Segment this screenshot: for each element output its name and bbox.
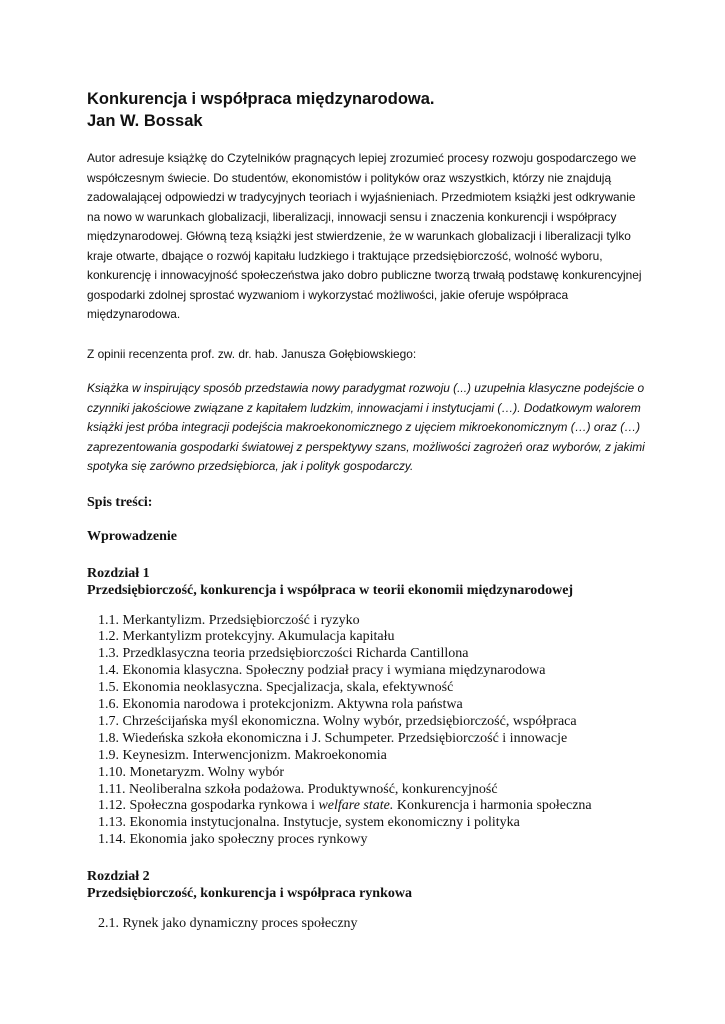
book-title: Konkurencja i współpraca międzynarodowa. bbox=[87, 90, 435, 108]
toc-item-number: 1.11. bbox=[98, 781, 126, 797]
toc-item-text-emphasis: welfare state. bbox=[318, 798, 394, 814]
toc-item bbox=[98, 748, 647, 765]
toc-item-number: 1.7. bbox=[98, 713, 119, 729]
toc-item-text: Rynek jako dynamiczny proces społeczny bbox=[122, 916, 358, 932]
toc-item bbox=[98, 646, 647, 663]
toc-item-number: 1.4. bbox=[98, 663, 119, 679]
toc-item bbox=[98, 629, 647, 646]
toc-item-text: Merkantylizm. Przedsiębiorczość i ryzyko bbox=[122, 612, 360, 628]
toc-item bbox=[98, 613, 647, 630]
reviewer-intro: Z opinii recenzenta prof. zw. dr. hab. Janusza Gołębiowskiego: bbox=[87, 346, 417, 361]
toc-item-text: Ekonomia narodowa i protekcjonizm. Aktywna rola państwa bbox=[122, 697, 463, 713]
toc-item bbox=[98, 798, 647, 815]
book-author: Jan W. Bossak bbox=[87, 112, 203, 130]
chapter-2 bbox=[87, 868, 647, 933]
toc-item-text: Merkantylizm protekcyjny. Akumulacja kapitału bbox=[122, 629, 395, 645]
toc-item-number: 1.12. bbox=[98, 798, 126, 814]
chapter-1 bbox=[87, 565, 647, 850]
chapter-1-list bbox=[98, 613, 647, 850]
review-quote: Książka w inspirujący sposób przedstawia nowy paradygmat rozwoju (...) uzupełnia klasyczne podejście o czynniki jakościowe związane z kapitałem ludzkim, innowacjami i instytucjami (…). Dodatkowym walorem książki jest próba integracji podejścia makroekonomicznego z ujęciem mikroekonomicznym (…) oraz (…) zaprezentowania gospodarki światowej z perspektywy szans, możliwości zagrożeń oraz wyborów, z jakimi spotyka się zarówno przedsiębiorca, jak i polityk gospodarczy. bbox=[87, 381, 645, 473]
toc-item bbox=[98, 782, 647, 799]
toc-item bbox=[98, 916, 647, 933]
chapter-1-title: Przedsiębiorczość, konkurencja i współpraca w teorii ekonomii międzynarodowej bbox=[87, 582, 574, 598]
toc-item bbox=[98, 731, 647, 748]
toc-item bbox=[98, 714, 647, 731]
toc-item bbox=[98, 663, 647, 680]
toc-item-number: 1.10. bbox=[98, 764, 126, 780]
toc-item-number: 1.2. bbox=[98, 629, 119, 645]
toc-item-text: Ekonomia instytucjonalna. Instytucje, system ekonomiczny i polityka bbox=[129, 815, 520, 831]
toc-item-number: 1.8. bbox=[98, 730, 119, 746]
toc-item-text: Ekonomia klasyczna. Społeczny podział pracy i wymiana międzynarodowa bbox=[122, 663, 546, 679]
toc-item-number: 1.6. bbox=[98, 697, 119, 713]
toc-item-text: Monetaryzm. Wolny wybór bbox=[129, 764, 285, 780]
toc-item-number: 1.13. bbox=[98, 815, 126, 831]
toc-item-text: Neoliberalna szkoła podażowa. Produktywność, konkurencyjność bbox=[128, 781, 498, 797]
toc-item-number: 2.1. bbox=[98, 916, 119, 932]
toc-item-text: Wiedeńska szkoła ekonomiczna i J. Schumpeter. Przedsiębiorczość i innowacje bbox=[122, 730, 568, 746]
toc-item-number: 1.3. bbox=[98, 646, 119, 662]
toc-item-text: Chrześcijańska myśl ekonomiczna. Wolny wybór, przedsiębiorczość, współpraca bbox=[122, 713, 577, 729]
toc-item bbox=[98, 815, 647, 832]
toc-item-text: Ekonomia neoklasyczna. Specjalizacja, skala, efektywność bbox=[122, 680, 454, 696]
toc-item-number: 1.1. bbox=[98, 612, 119, 628]
document-page bbox=[87, 88, 647, 933]
toc-heading: Spis treści: bbox=[87, 494, 153, 510]
toc-item-number: 1.14. bbox=[98, 832, 126, 848]
toc-introduction: Wprowadzenie bbox=[87, 528, 177, 544]
toc-item bbox=[98, 697, 647, 714]
toc-item bbox=[98, 832, 647, 849]
toc-item bbox=[98, 765, 647, 782]
toc-item-text: Przedklasyczna teoria przedsiębiorczości Richarda Cantillona bbox=[122, 646, 469, 662]
toc-item-text: Ekonomia jako społeczny proces rynkowy bbox=[129, 832, 368, 848]
toc-item bbox=[98, 680, 647, 697]
chapter-2-label: Rozdział 2 bbox=[87, 869, 150, 885]
chapter-2-list bbox=[98, 916, 647, 933]
toc-item-text-post: Konkurencja i harmonia społeczna bbox=[393, 798, 592, 814]
chapter-2-title: Przedsiębiorczość, konkurencja i współpraca rynkowa bbox=[87, 886, 412, 902]
chapter-1-label: Rozdział 1 bbox=[87, 565, 150, 581]
toc-item-number: 1.9. bbox=[98, 747, 119, 763]
toc-item-text-pre: Społeczna gospodarka rynkowa i bbox=[129, 798, 319, 814]
toc-item-number: 1.5. bbox=[98, 680, 119, 696]
toc-item-text: Keynesizm. Interwencjonizm. Makroekonomia bbox=[122, 747, 387, 763]
book-description: Autor adresuje książkę do Czytelników pragnących lepiej zrozumieć procesy rozwoju gospodarczego we współczesnym świecie. Do studentów, ekonomistów i polityków oraz wszystkich, którzy nie znajdują zadowalającej odpowiedzi w tradycyjnych teoriach i wyjaśnieniach. Przedmiotem książki jest odkrywanie na nowo w warunkach globalizacji, liberalizacji, innowacji sensu i znaczenia konkurencji i współpracy międzynarodowej. Główną tezą książki jest stwierdzenie, że w warunkach globalizacji i liberalizacji tylko kraje otwarte, dbające o rozwój kapitału ludzkiego i traktujące przedsiębiorczość, wolność wyboru, konkurencję i innowacyjność społeczeństwa jako dobro publiczne tworzą trwałą podstawę konkurencyjnej gospodarki zdolnej sprostać wyzwaniom i wykorzystać możliwości, jakie oferuje współpraca międzynarodowa. bbox=[87, 151, 642, 321]
